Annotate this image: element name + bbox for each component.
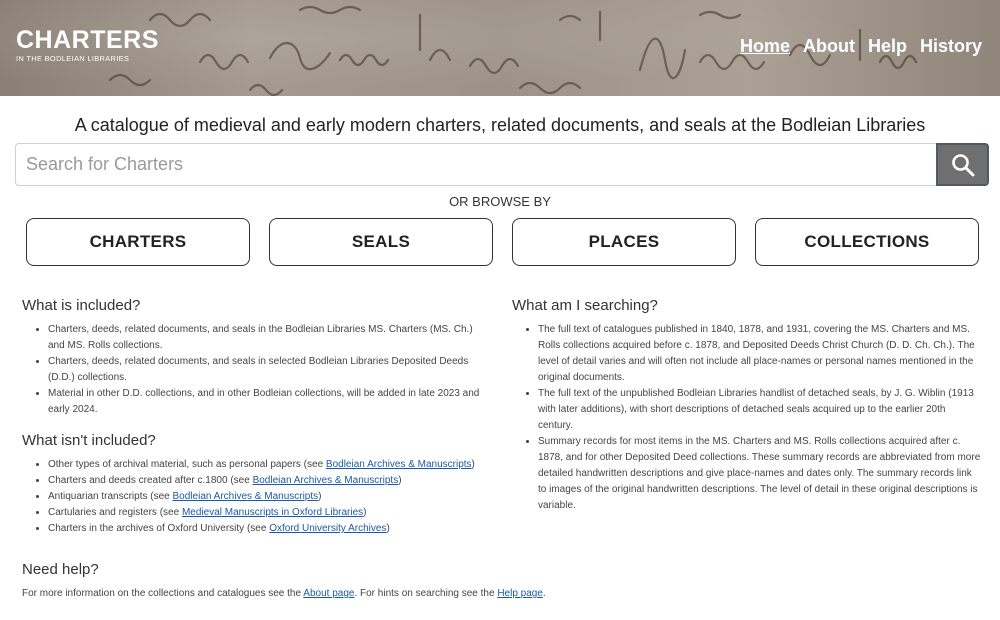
list-item: • Charters in the archives of Oxford University (see Oxford University Archives) bbox=[48, 521, 492, 537]
help-section bbox=[22, 561, 922, 602]
searching-heading: What am I searching? bbox=[512, 297, 658, 314]
about-page-link[interactable]: About page bbox=[303, 588, 355, 599]
list-item: • Charters, deeds, related documents, and seals in selected Bodleian Libraries Deposited Deeds (D.D.) collections. bbox=[48, 354, 492, 386]
list-item: • Cartularies and registers (see Medieval Manuscripts in Oxford Libraries) bbox=[48, 505, 492, 521]
browse-collections-button[interactable]: COLLECTIONS bbox=[755, 218, 979, 266]
help-heading: Need help? bbox=[22, 561, 99, 578]
site-tagline: A catalogue of medieval and early modern charters, related documents, and seals at the Bodleian Libraries bbox=[74, 115, 926, 135]
not-included-list bbox=[22, 457, 492, 537]
nav-history[interactable]: History bbox=[919, 36, 982, 56]
list-item: • Other types of archival material, such as personal papers (see Bodleian Archives & Manuscripts) bbox=[48, 457, 492, 473]
search-input[interactable] bbox=[15, 143, 938, 186]
logo-subtitle: IN THE BODLEIAN LIBRARIES bbox=[16, 54, 130, 63]
browse-charters-button[interactable]: CHARTERS bbox=[26, 218, 250, 266]
not-included-heading: What isn't included? bbox=[22, 432, 156, 449]
list-item: • Antiquarian transcripts (see Bodleian Archives & Manuscripts) bbox=[48, 489, 492, 505]
logo-title: CHARTERS bbox=[16, 26, 159, 54]
search-icon bbox=[951, 153, 975, 177]
included-heading: What is included? bbox=[22, 297, 141, 314]
site-logo[interactable] bbox=[16, 28, 159, 63]
browse-label: OR BROWSE BY bbox=[449, 194, 551, 209]
nav-home[interactable]: Home bbox=[739, 36, 790, 56]
list-item: • Charters, deeds, related documents, and seals in the Bodleian Libraries MS. Charters (MS. Ch.) and MS. Rolls collections. bbox=[48, 322, 492, 354]
medieval-manuscripts-link[interactable]: Medieval Manuscripts in Oxford Libraries bbox=[181, 507, 364, 518]
archives-manuscripts-link[interactable]: Bodleian Archives & Manuscripts bbox=[252, 475, 399, 486]
header-banner bbox=[0, 0, 1000, 96]
search-button[interactable] bbox=[936, 143, 989, 186]
right-info-column bbox=[512, 297, 982, 514]
list-item: • Charters and deeds created after c.1800 (see Bodleian Archives & Manuscripts) bbox=[48, 473, 492, 489]
nav-about[interactable]: About bbox=[802, 36, 855, 56]
nav-help[interactable]: Help bbox=[867, 36, 907, 56]
help-page-link[interactable]: Help page bbox=[497, 588, 543, 599]
included-list bbox=[22, 322, 492, 418]
archives-manuscripts-link[interactable]: Bodleian Archives & Manuscripts bbox=[325, 459, 472, 470]
archives-manuscripts-link[interactable]: Bodleian Archives & Manuscripts bbox=[172, 491, 319, 502]
left-info-column bbox=[22, 297, 492, 537]
browse-seals-button[interactable]: SEALS bbox=[269, 218, 493, 266]
oxford-university-archives-link[interactable]: Oxford University Archives bbox=[269, 523, 387, 534]
help-text: For more information on the collections and catalogues see the About page. For hints on searching see the Help page. bbox=[22, 588, 546, 599]
search-bar bbox=[15, 143, 989, 186]
list-item: • Summary records for most items in the MS. Charters and MS. Rolls collections acquired after c. 1878, and for other Deposited Deed collections. These summary records are abbreviated from more detailed handwritten descriptions and give place-names and dates only. The summary records link to images of the original handwritten descriptions. The level of detail in these original descriptions is variable. bbox=[538, 434, 982, 514]
list-item: • The full text of the unpublished Bodleian Libraries handlist of detached seals, by J. G. Wiblin (1913 with later additions), with short descriptions of detached seals acquired up to the earlier 20th century. bbox=[538, 386, 982, 434]
main-nav bbox=[740, 36, 982, 57]
list-item: • Material in other D.D. collections, and in other Bodleian collections, will be added in late 2023 and early 2024. bbox=[48, 386, 492, 418]
browse-places-button[interactable]: PLACES bbox=[512, 218, 736, 266]
searching-list bbox=[512, 322, 982, 514]
list-item: • The full text of catalogues published in 1840, 1878, and 1931, covering the MS. Charters and MS. Rolls collections acquired before c. 1878, and Deposited Deeds Christ Church (D. D. Ch. Ch.). The level of detail varies and will often not include all place-names or personal names mentioned in the original documents. bbox=[538, 322, 982, 386]
